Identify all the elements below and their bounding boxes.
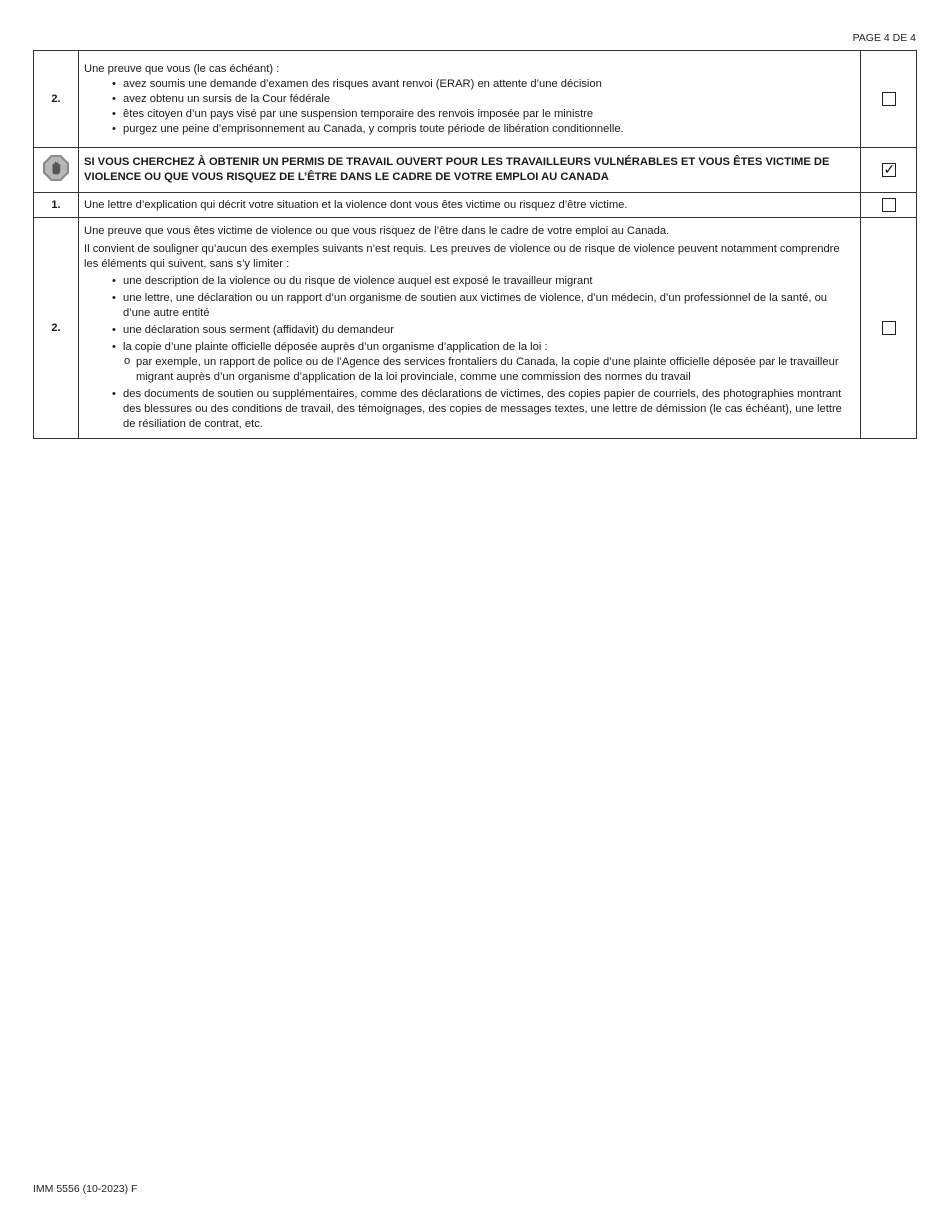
bullet-list <box>84 387 854 432</box>
row-number: 1. <box>34 193 79 218</box>
page-number: PAGE 4 DE 4 <box>852 32 916 44</box>
sub-list-item: o par exemple, un rapport de police ou de l’Agence des services frontaliers du Canada, la copie d’une plainte officielle déposée par le travailleur migrant auprès d’un organisme d’application de la loi provinciale, comme une commission des normes du travail <box>124 355 854 385</box>
checkbox-cell <box>861 218 917 439</box>
list-item: • une description de la violence ou du risque de violence auquel est exposé le travailleur migrant <box>112 274 854 289</box>
row-number: 2. <box>34 51 79 148</box>
section-header-checkbox[interactable] <box>882 160 896 177</box>
checklist-row-proof-removal <box>34 51 917 148</box>
row-content <box>79 51 861 148</box>
row-content <box>79 218 861 439</box>
row-intro: Une preuve que vous (le cas échéant) : <box>84 62 280 75</box>
bullet-list <box>84 77 854 137</box>
row-number: 2. <box>34 218 79 439</box>
proof-violence-checkbox[interactable] <box>882 321 896 335</box>
section-icon-cell <box>34 148 79 193</box>
list-item: • la copie d’une plainte officielle déposée auprès d’un organisme d’application de la loi : <box>112 340 854 355</box>
list-item: • purgez une peine d’emprisonnement au Canada, y compris toute période de libération conditionnelle. <box>112 122 854 137</box>
section-header-row <box>34 148 917 193</box>
checkbox-cell <box>861 148 917 193</box>
sub-bullet-list <box>84 355 854 385</box>
row-paragraph: Il convient de souligner qu’aucun des exemples suivants n’est requis. Les preuves de violence ou de risque de violence peuvent notamment comprendre les éléments qui suivent, sans s’y limiter : <box>84 243 840 270</box>
letter-checkbox[interactable] <box>882 198 896 212</box>
bullet-list <box>84 274 854 355</box>
list-item: • une lettre, une déclaration ou un rapport d’un organisme de soutien aux victimes de violence, d’un médecin, d’un professionnel de la santé, ou d’une autre entité <box>112 291 854 321</box>
row-content: Une lettre d’explication qui décrit votre situation et la violence dont vous êtes victime ou risquez d’être victime. <box>79 193 861 218</box>
list-item: • êtes citoyen d’un pays visé par une suspension temporaire des renvois imposée par le ministre <box>112 107 854 122</box>
checkbox-cell <box>861 51 917 148</box>
list-item: • des documents de soutien ou supplémentaires, comme des déclarations de victimes, des copies papier de courriels, des photographies montrant des blessures ou des conditions de travail, des témoignages, des copies de messages textes, une lettre de démission (le cas échéant), une lettre de résiliation de contrat, etc. <box>112 387 854 432</box>
checklist-row-letter <box>34 193 917 218</box>
list-item: • avez obtenu un sursis de la Cour fédérale <box>112 92 854 107</box>
stop-hand-icon <box>42 154 70 187</box>
row-paragraph: Une preuve que vous êtes victime de violence ou que vous risquez de l’être dans le cadre de votre emploi au Canada. <box>84 225 670 237</box>
proof-removal-checkbox[interactable] <box>882 92 896 106</box>
list-item: • avez soumis une demande d’examen des risques avant renvoi (ERAR) en attente d’une décision <box>112 77 854 92</box>
checklist-row-proof-violence <box>34 218 917 439</box>
form-identifier: IMM 5556 (10-2023) F <box>33 1183 138 1195</box>
section-title: SI VOUS CHERCHEZ À OBTENIR UN PERMIS DE TRAVAIL OUVERT POUR LES TRAVAILLEURS VULNÉRABLES ET VOUS ÊTES VICTIME DE VIOLENCE OU QUE VOUS RISQUEZ DE L’ÊTRE DANS LE CADRE DE VOTRE EMPLOI AU CANADA <box>79 148 861 193</box>
checkmark-icon: ✓ <box>883 160 896 177</box>
document-checklist-table <box>33 50 917 439</box>
list-item: • une déclaration sous serment (affidavit) du demandeur <box>112 323 854 338</box>
checkbox-cell <box>861 193 917 218</box>
